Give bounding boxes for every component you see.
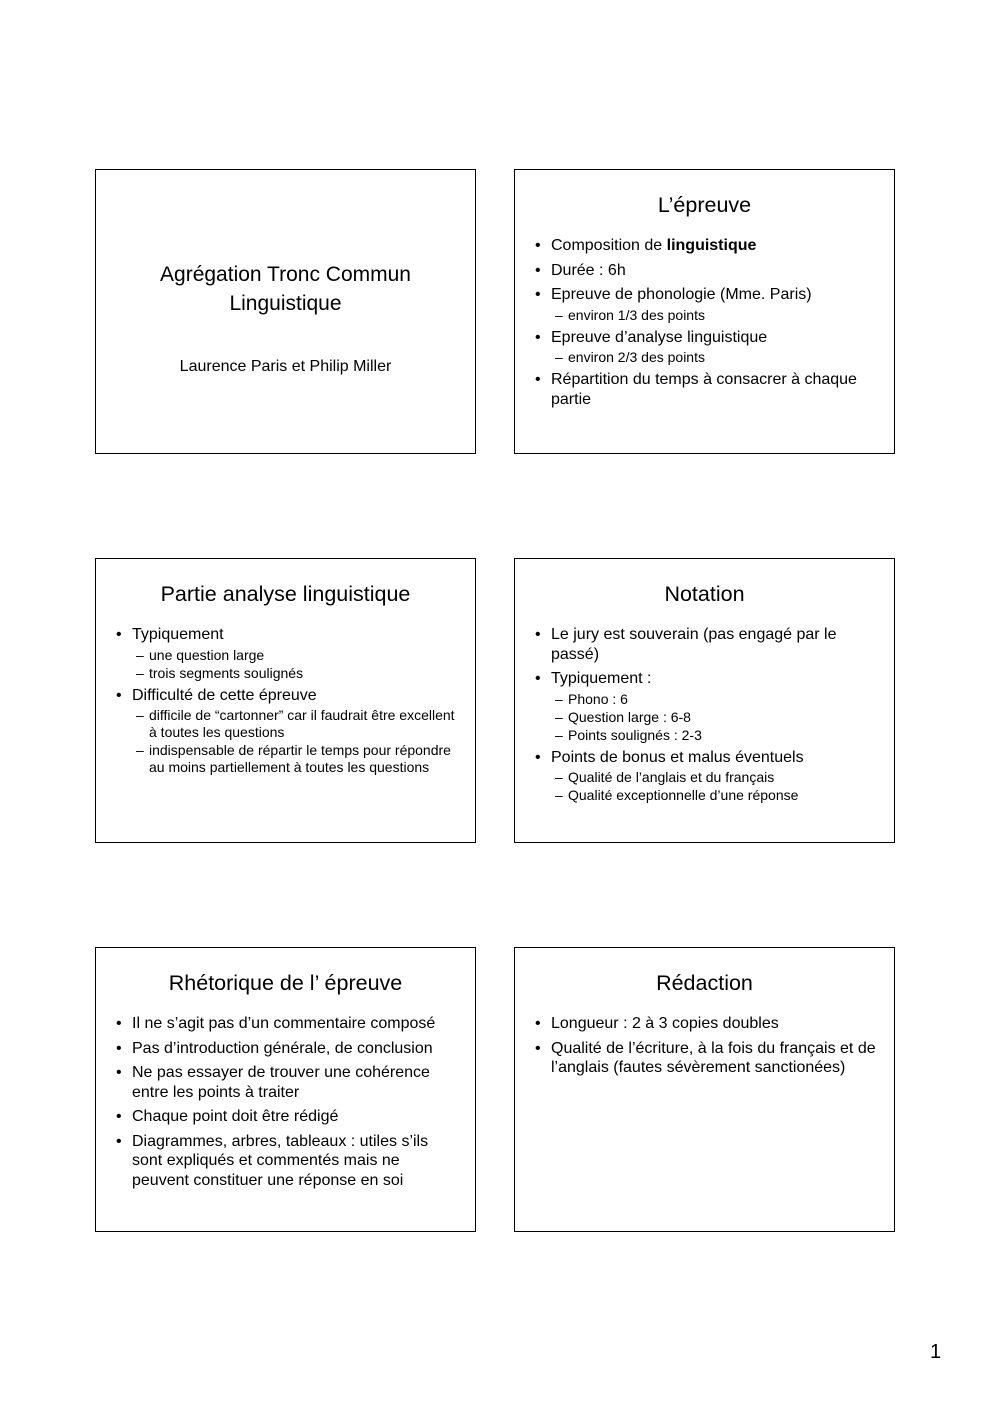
bullet-item: • Typiquement bbox=[116, 625, 461, 645]
slide-redaction bbox=[514, 947, 895, 1232]
slide-title: Rédaction bbox=[656, 971, 753, 995]
bullet-list bbox=[535, 1014, 880, 1083]
bullet-list bbox=[116, 1014, 461, 1195]
bullet-item: • Il ne s’agit pas d’un commentaire composé bbox=[116, 1014, 461, 1034]
presentation-authors: Laurence Paris et Philip Miller bbox=[179, 358, 392, 375]
sub-bullet-item: – Question large : 6-8 bbox=[535, 709, 880, 726]
sub-bullet-item: – environ 1/3 des points bbox=[535, 307, 880, 324]
bullet-item: • Epreuve de phonologie (Mme. Paris) bbox=[535, 285, 880, 305]
slide-notation bbox=[514, 558, 895, 843]
sub-bullet-item: – une question large bbox=[116, 647, 461, 664]
bullet-item: • Epreuve d’analyse linguistique bbox=[535, 328, 880, 348]
sub-bullet-item: – trois segments soulignés bbox=[116, 665, 461, 682]
sub-bullet-item: – difficile de “cartonner” car il faudrait être excellent à toutes les questions bbox=[116, 707, 461, 741]
bullet-list bbox=[535, 625, 880, 808]
sub-bullet-item: – Phono : 6 bbox=[535, 691, 880, 708]
slide-title: L’épreuve bbox=[657, 193, 752, 217]
bullet-item: • Durée : 6h bbox=[535, 261, 880, 281]
slide-title: Rhétorique de l’ épreuve bbox=[168, 971, 403, 995]
slide-title: Notation bbox=[664, 582, 745, 606]
bullet-list bbox=[535, 236, 880, 414]
bullet-item bbox=[535, 236, 880, 256]
slide-rhetorique bbox=[95, 947, 476, 1232]
slide-epreuve bbox=[514, 169, 895, 454]
sub-bullet-item: – indispensable de répartir le temps pour répondre au moins partiellement à toutes les questions bbox=[116, 742, 461, 776]
bullet-item: • Chaque point doit être rédigé bbox=[116, 1107, 461, 1127]
slide-title: Partie analyse linguistique bbox=[160, 582, 411, 606]
presentation-title bbox=[96, 260, 475, 318]
bullet-list bbox=[116, 625, 461, 780]
bullet-item: • Typiquement : bbox=[535, 669, 880, 689]
presentation-title-line: Linguistique bbox=[229, 292, 342, 315]
bullet-item: • Difficulté de cette épreuve bbox=[116, 686, 461, 706]
bullet-item: • Ne pas essayer de trouver une cohérence entre les points à traiter bbox=[116, 1063, 461, 1102]
bullet-item: • Le jury est souverain (pas engagé par le passé) bbox=[535, 625, 880, 664]
slide-partie-analyse bbox=[95, 558, 476, 843]
sub-bullet-item: – environ 2/3 des points bbox=[535, 349, 880, 366]
sub-bullet-item: – Points soulignés : 2-3 bbox=[535, 727, 880, 744]
bullet-item: • Qualité de l’écriture, à la fois du français et de l’anglais (fautes sévèrement sanctionées) bbox=[535, 1039, 880, 1078]
presentation-title-line: Agrégation Tronc Commun bbox=[160, 263, 411, 286]
bullet-item: • Points de bonus et malus éventuels bbox=[535, 748, 880, 768]
bullet-bold-text: linguistique bbox=[666, 237, 757, 254]
bullet-item: • Longueur : 2 à 3 copies doubles bbox=[535, 1014, 880, 1034]
sub-bullet-item: – Qualité exceptionnelle d’une réponse bbox=[535, 787, 880, 804]
bullet-item: • Diagrammes, arbres, tableaux : utiles s’ils sont expliqués et commentés mais ne peuvent constituer une réponse en soi bbox=[116, 1132, 461, 1191]
bullet-item: • Pas d’introduction générale, de conclusion bbox=[116, 1039, 461, 1059]
bullet-text: Composition de bbox=[551, 237, 667, 254]
slide-title-page bbox=[95, 169, 476, 454]
bullet-item: • Répartition du temps à consacrer à chaque partie bbox=[535, 370, 880, 409]
page-number: 1 bbox=[930, 1341, 942, 1363]
sub-bullet-item: – Qualité de l’anglais et du français bbox=[535, 769, 880, 786]
